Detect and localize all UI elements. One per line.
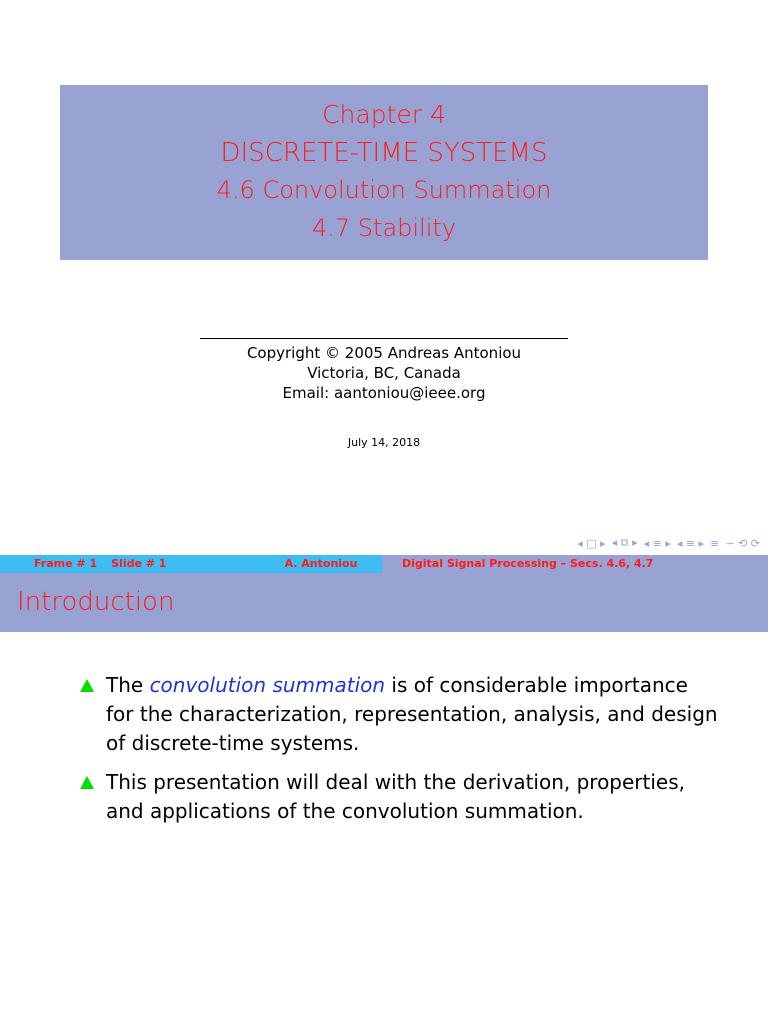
nav-search-icon[interactable]: ∽ ⟲ ⟳ [725,536,760,550]
author-divider [200,338,568,339]
title-block [60,85,708,260]
beamer-navigation [577,534,760,552]
location-line: Victoria, BC, Canada [307,364,461,382]
triangle-bullet-icon [80,776,94,789]
slide-introduction [0,573,768,1024]
nav-toc-icon[interactable]: ≡ [710,536,720,550]
bullet-item [78,768,718,826]
nav-subsection-icon[interactable]: ◂ ⧉ ▸ [611,536,638,549]
footer-author: A. Antoniou [196,555,382,573]
footline [0,555,768,573]
nav-frame-icon[interactable]: ◂ □ ▸ [577,536,606,550]
copyright-line: Copyright © 2005 Andreas Antoniou [246,344,522,362]
author-block [0,343,768,403]
nav-subsection2-icon[interactable]: ◂ ≡ ▸ [676,536,705,550]
bullet-item [78,671,718,758]
frame-title: Introduction [0,573,768,632]
footer-frame-slide [0,555,196,573]
bullet1-text-pre: The [106,673,150,697]
chapter-title: DISCRETE-TIME SYSTEMS [220,138,548,168]
bullet2-text: This presentation will deal with the derivation, properties, and applications of the convolution summation. [106,770,686,823]
section-title-1: 4.6 Convolution Summation [216,176,552,204]
triangle-bullet-icon [80,679,94,692]
footer-frame-number: Frame # 1 [34,557,98,570]
nav-section-icon[interactable]: ◂ ≡ ▸ [643,536,671,550]
bullet1-text-post: is of considerable importance for the characterization, representation, analysis, and design of discrete-time systems. [106,673,718,755]
footer-course: Digital Signal Processing – Secs. 4.6, 4.7 [382,555,768,573]
bullet-list [78,671,718,836]
footer-slide-number: Slide # 1 [111,557,167,570]
date-line: July 14, 2018 [347,436,421,449]
email-line: Email: aantoniou@ieee.org [282,384,486,402]
chapter-label: Chapter 4 [322,100,446,129]
section-title-2: 4.7 Stability [312,214,456,242]
bullet1-emphasis: convolution summation [149,673,386,697]
